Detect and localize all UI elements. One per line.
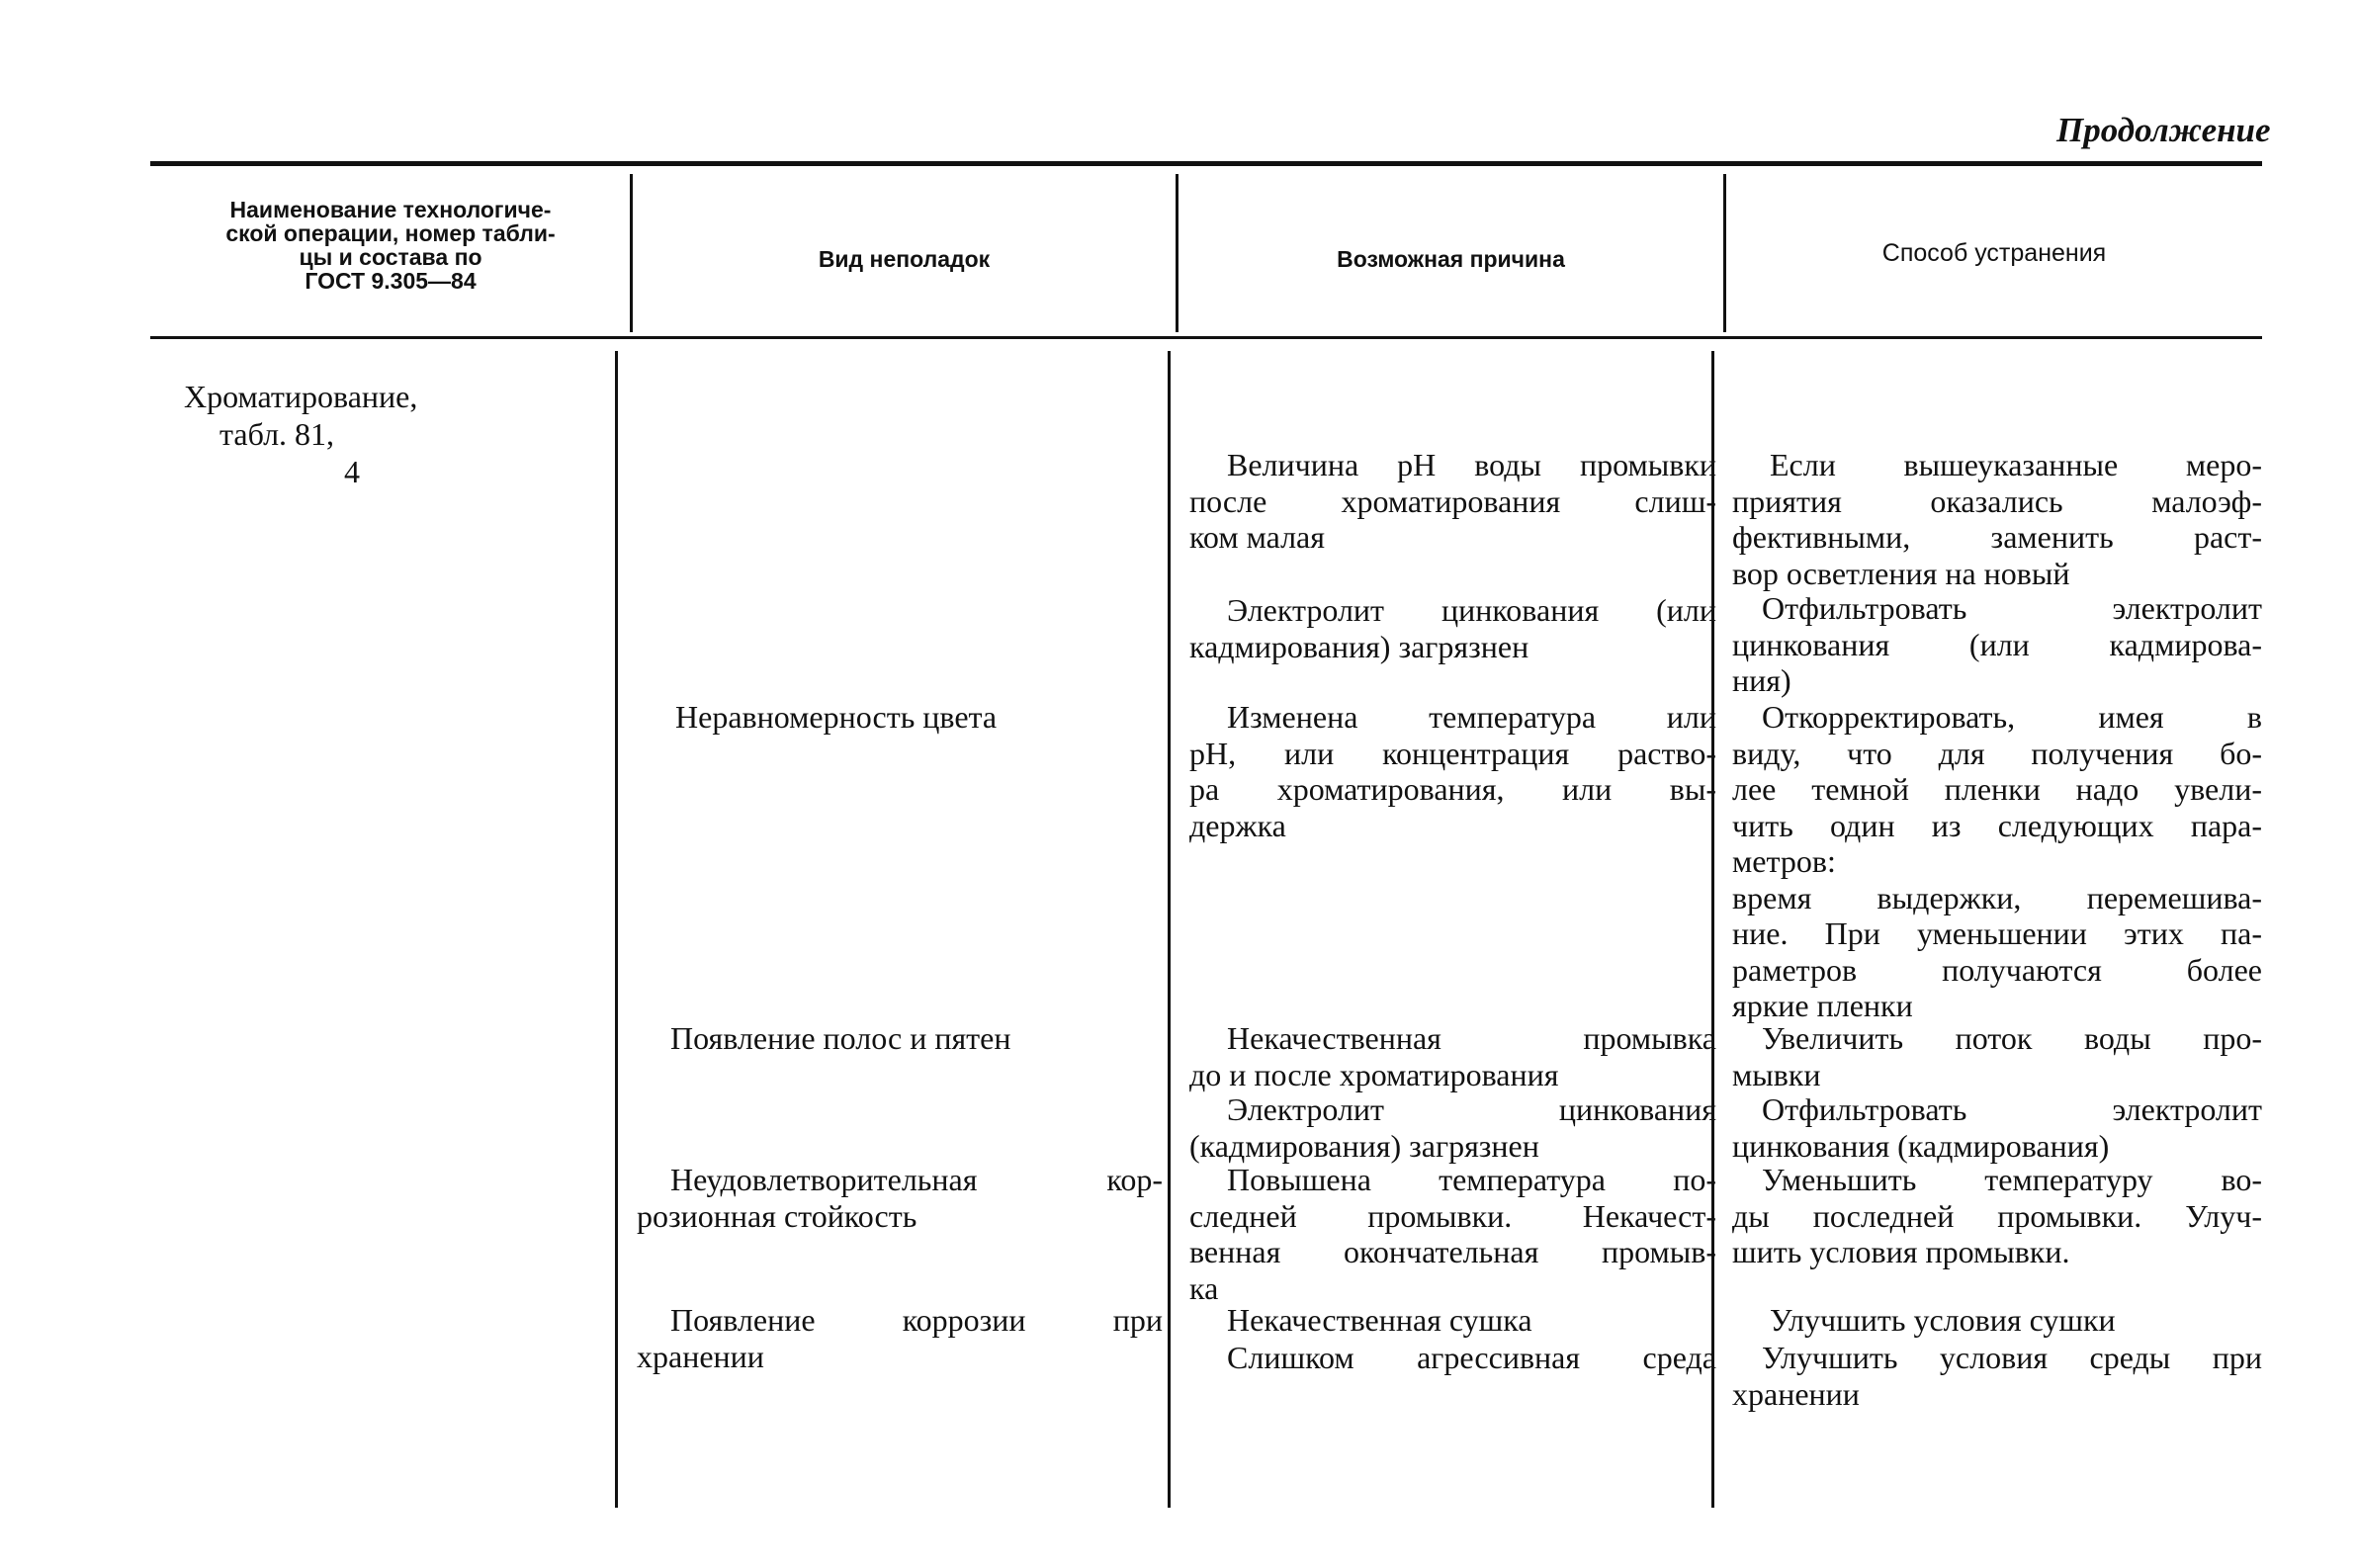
operation-table: табл. 81,	[219, 416, 335, 452]
operation-composition: 4	[344, 454, 360, 489]
remedy-improve-drying: Улучшить условия сушки	[1770, 1302, 2116, 1338]
header-possible-cause: Возможная причина	[1337, 246, 1565, 272]
header-bottom-rule	[150, 336, 2262, 339]
cause-poor-drying: Некачественная сушка	[1227, 1302, 1532, 1338]
remedy-increase-flow: Увеличить поток воды про- мывки	[1732, 1020, 2262, 1092]
cause-contaminated-electrolyte-1: Электролит цинкования (или кадмирования) загрязнен	[1189, 592, 1716, 664]
defect-uneven-color: Неравномерность цвета	[675, 699, 998, 735]
remedy-lower-temperature: Уменьшить температуру во- ды последней промывки. Улуч- шить условия промывки.	[1732, 1162, 2262, 1269]
remedy-replace-solution: Если вышеуказанные меро- приятия оказались малоэф- фективными, заменить раст- вор осветления на новый	[1732, 447, 2262, 591]
continuation-label: Продолжение	[2056, 111, 2271, 149]
operation-name: Хроматирование,	[184, 379, 418, 414]
cause-poor-rinse: Некачественная промывка до и после хроматирования	[1189, 1020, 1716, 1092]
cause-contaminated-electrolyte-2: Электролит цинкования (кадмирования) загрязнен	[1189, 1091, 1716, 1164]
cause-high-temperature: Повышена температура по- следней промывки. Некачест- венная окончательная промыв- ка	[1189, 1162, 1716, 1306]
cause-low-ph: Величина pH воды промывки после хроматирования слиш- ком малая	[1189, 447, 1716, 555]
body-divider-1	[615, 351, 618, 1508]
cause-changed-parameters: Изменена температура или pH, или концентрация раство- ра хроматирования, или вы- держка	[1189, 699, 1716, 843]
operation-cell	[184, 378, 599, 490]
header-remedy: Способ устранения	[1881, 239, 2107, 267]
remedy-filter-electrolyte-2: Отфильтровать электролит цинкования (кадмирования)	[1732, 1091, 2262, 1164]
remedy-filter-electrolyte-1: Отфильтровать электролит цинкования (или кадмирова- ния)	[1732, 590, 2262, 698]
header-operation: Наименование технологиче- ской операции, номер табли- цы и состава по ГОСТ 9.305—84	[225, 197, 556, 294]
defect-stripes-spots: Появление полос и пятен	[670, 1020, 1011, 1056]
defect-storage-corrosion: Появление коррозии при хранении	[637, 1302, 1163, 1374]
body-divider-2	[1168, 351, 1171, 1508]
remedy-adjust-parameters: Откорректировать, имея в виду, что для получения бо- лее темной пленки надо увели- чить один из следующих пара- метров: время выдержки, перемешива- ние. При уменьшении этих па- раметров получаются более яркие пленки	[1732, 699, 2262, 1023]
top-rule	[150, 161, 2262, 166]
header-defect-type: Вид неполадок	[818, 246, 991, 272]
cause-aggressive-env: Слишком агрессивная среда	[1227, 1340, 1716, 1375]
defect-corrosion-resistance: Неудовлетворительная кор- розионная стойкость	[637, 1162, 1163, 1234]
remedy-improve-environment: Улучшить условия среды при хранении	[1732, 1340, 2262, 1412]
